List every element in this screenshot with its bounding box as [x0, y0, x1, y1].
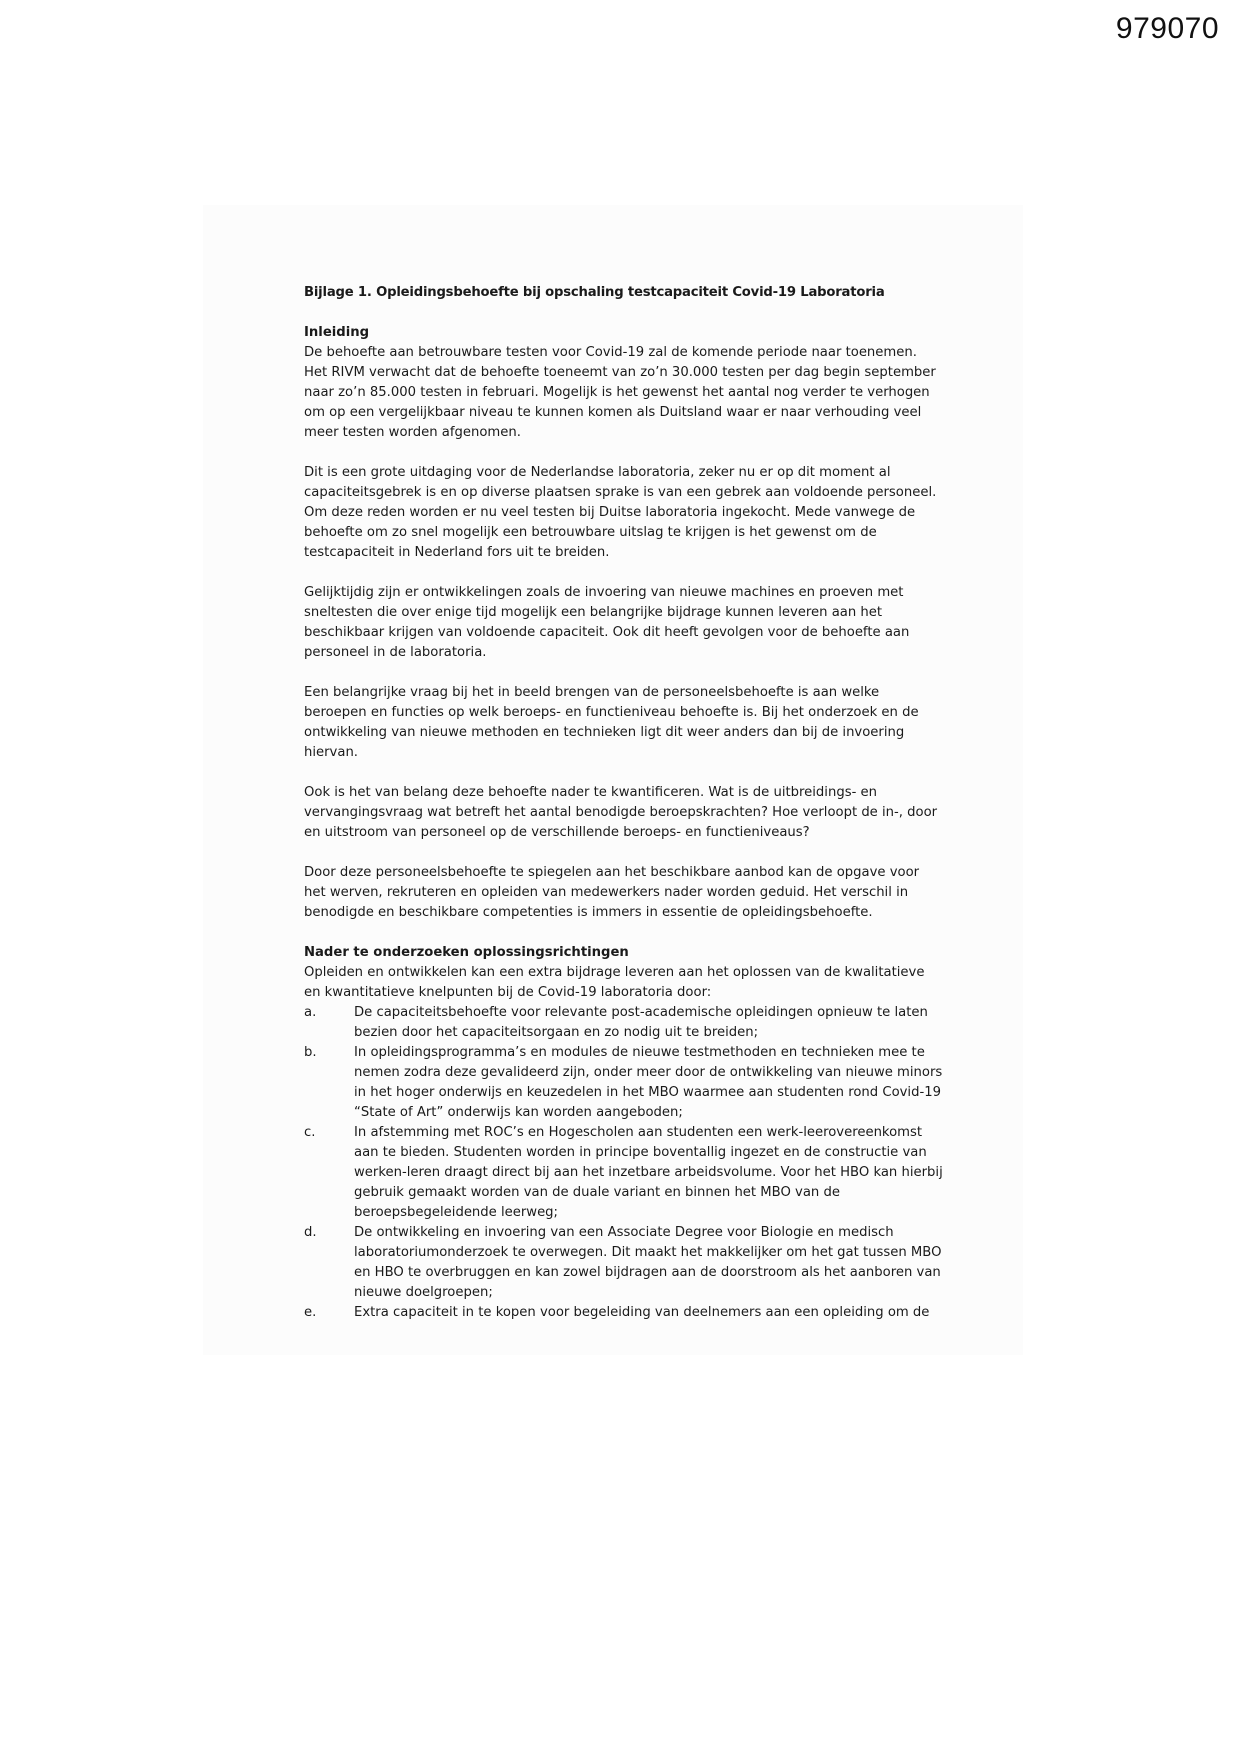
list-item-text: In afstemming met ROC’s en Hogescholen aan studenten een werk-leerovereenkomst aan te bieden. Studenten worden in principe boventallig ingezet en de constructie van werken-leren draagt direct bij aan het inzetbare arbeidsvolume. Voor het HBO kan hierbij gebruik gemaakt worden van de duale variant en binnen het MBO van de beroepsbegeleidende leerweg;: [354, 1125, 943, 1220]
paragraph: Ook is het van belang deze behoefte nader te kwantificeren. Wat is de uitbreidings- en vervangingsvraag wat betreft het aantal benodigde beroepskrachten? Hoe verloopt de in-, door en uitstroom van personeel op de verschillende beroeps- en functieniveaus?: [304, 785, 938, 840]
list-item: [304, 1223, 944, 1303]
list-item-letter: b.: [304, 1045, 317, 1060]
list-item-letter: e.: [304, 1305, 317, 1320]
list-item-text: De ontwikkeling en invoering van een Associate Degree voor Biologie en medisch laboratoriumonderzoek te overwegen. Dit maakt het makkelijker om het gat tussen MBO en HBO te overbruggen en kan zowel bijdragen aan de doorstroom als het aanboren van nieuwe doelgroepen;: [354, 1225, 942, 1300]
document-body: [304, 283, 944, 1323]
list-item: [304, 1123, 944, 1223]
list-item-text: Extra capaciteit in te kopen voor begeleiding van deelnemers aan een opleiding om de: [354, 1305, 930, 1320]
list-item-text: In opleidingsprogramma’s en modules de nieuwe testmethoden en technieken mee te nemen zodra deze gevalideerd zijn, onder meer door de ontwikkeling van nieuwe minors in het hoger onderwijs en keuzedelen in het MBO waarmee aan studenten rond Covid-19 “State of Art” onderwijs kan worden aangeboden;: [354, 1045, 943, 1120]
paragraph: De behoefte aan betrouwbare testen voor Covid-19 zal de komende periode naar toenemen. Het RIVM verwacht dat de behoefte toeneemt van zo’n 30.000 testen per dag begin september naar zo’n 85.000 testen in februari. Mogelijk is het gewenst het aantal nog verder te verhogen om op een vergelijkbaar niveau te kunnen komen als Duitsland waar er naar verhouding veel meer testen worden afgenomen.: [304, 345, 936, 440]
list-item: [304, 1303, 944, 1323]
paragraph: Door deze personeelsbehoefte te spiegelen aan het beschikbare aanbod kan de opgave voor het werven, rekruteren en opleiden van medewerkers nader worden geduid. Het verschil in benodigde en beschikbare competenties is immers in essentie de opleidingsbehoefte.: [304, 865, 920, 920]
section-heading-oplossingsrichtingen: Nader te onderzoeken oplossingsrichtingen: [304, 945, 629, 960]
document-title: Bijlage 1. Opleidingsbehoefte bij opschaling testcapaciteit Covid-19 Laboratoria: [304, 285, 885, 300]
section-intro: Opleiden en ontwikkelen kan een extra bijdrage leveren aan het oplossen van de kwalitatieve en kwantitatieve knelpunten bij de Covid-19 laboratoria door:: [304, 965, 925, 1000]
paragraph: Dit is een grote uitdaging voor de Nederlandse laboratoria, zeker nu er op dit moment al capaciteitsgebrek is en op diverse plaatsen sprake is van een gebrek aan voldoende personeel. Om deze reden worden er nu veel testen bij Duitse laboratoria ingekocht. Mede vanwege de behoefte om zo snel mogelijk een betrouwbare uitslag te krijgen is het gewenst om de testcapaciteit in Nederland fors uit te breiden.: [304, 465, 937, 560]
paragraph: Gelijktijdig zijn er ontwikkelingen zoals de invoering van nieuwe machines en proeven met sneltesten die over enige tijd mogelijk een belangrijke bijdrage kunnen leveren aan het beschikbaar krijgen van voldoende capaciteit. Ook dit heeft gevolgen voor de behoefte aan personeel in de laboratoria.: [304, 585, 910, 660]
solution-list: [304, 1003, 944, 1323]
document-number: 979070: [1115, 12, 1219, 45]
list-item-text: De capaciteitsbehoefte voor relevante post-academische opleidingen opnieuw te laten bezien door het capaciteitsorgaan en zo nodig uit te breiden;: [354, 1005, 928, 1040]
section-heading-inleiding: Inleiding: [304, 325, 370, 340]
list-item-letter: d.: [304, 1225, 317, 1240]
paragraph: Een belangrijke vraag bij het in beeld brengen van de personeelsbehoefte is aan welke beroepen en functies op welk beroeps- en functieniveau behoefte is. Bij het onderzoek en de ontwikkeling van nieuwe methoden en technieken ligt dit weer anders dan bij de invoering hiervan.: [304, 685, 919, 760]
list-item: [304, 1003, 944, 1043]
list-item: [304, 1043, 944, 1123]
list-item-letter: a.: [304, 1005, 317, 1020]
list-item-letter: c.: [304, 1125, 316, 1140]
